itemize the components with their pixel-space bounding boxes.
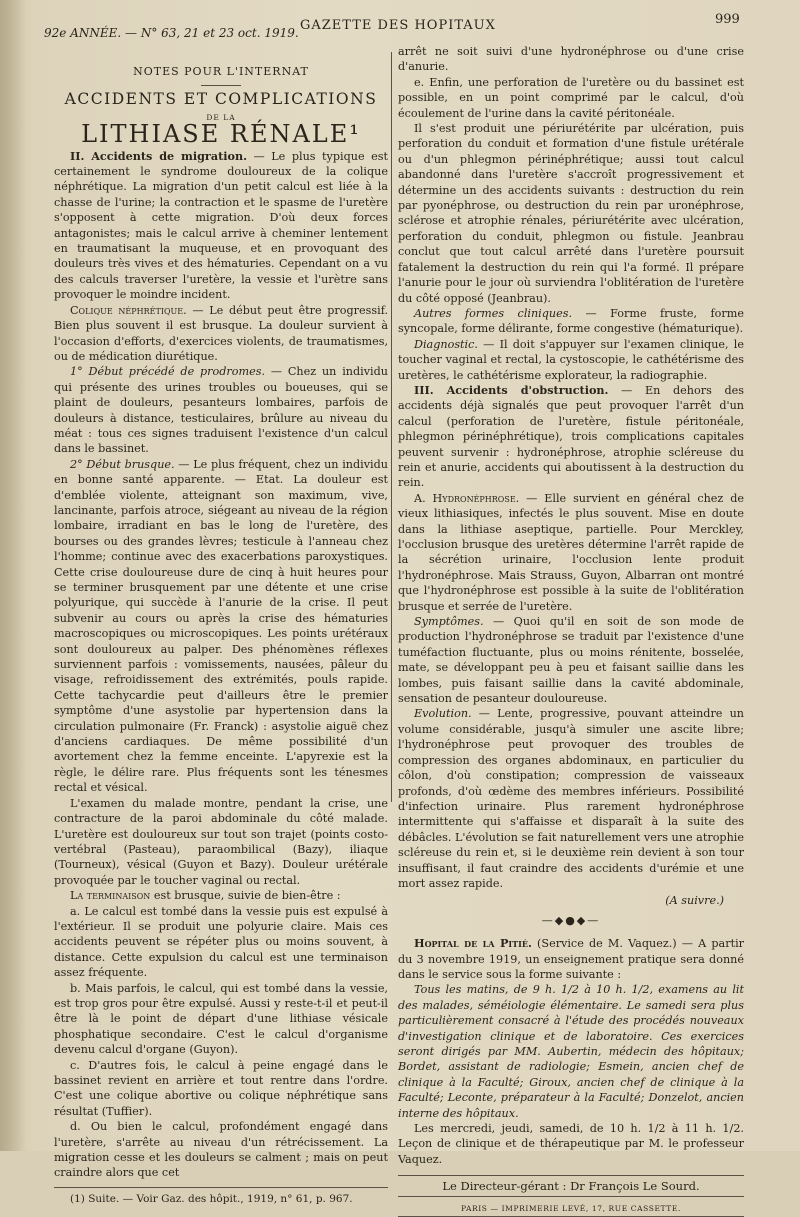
paragraph xyxy=(398,383,744,491)
footnote: (1) Suite. — Voir Gaz. des hôpit., 1919, n° 61, p. 967. xyxy=(70,1192,353,1205)
subheading: III. Accidents d'obstruction. xyxy=(414,382,609,397)
left-column xyxy=(54,60,388,1207)
paragraph-text: — Il doit s'appuyer sur l'examen clinique, le toucher vaginal et rectal, la cystoscopie, le cathétérisme des uretères, le cathétérisme explorateur, la radiographie. xyxy=(398,337,744,382)
a-suivre: (A suivre.) xyxy=(665,894,724,908)
paragraph xyxy=(54,149,388,303)
paragraph: Tous les matins, de 9 h. 1/2 à 10 h. 1/2, examens au lit des malades, séméiologie élémentaire. Le samedi sera plus particulièrement consacré à l'étude des procédés nouveaux d'investigation clinique et de laboratoire. Ces exercices seront dirigés par MM. Aubertin, médecin des hôpitaux; Bordet, assistant de radiologie; Esmein, ancien chef de clinique à la Faculté; Giroux, ancien chef de clinique à la Faculté; Leconte, préparateur à la Faculté; Donzelot, ancien interne des hôpitaux. xyxy=(398,983,744,1120)
subheading: Evolution. xyxy=(414,707,472,721)
paragraph-text: — Le plus typique est certainement le syndrome douloureux de la colique néphrétique. La migration d'un petit calcul est liée à la chasse de l'urine; la contraction et le spasme de l'uretère s'opposent à cette migration. D'où deux forces antagonistes; mais le calcul arrive à cheminer lentement en traumatisant la muqueuse, et en provoquant des douleurs très vives et des hématuries. Cependant on a vu des calculs traverser l'uretère, la vessie et l'urètre sans provoquer le moindre incident. xyxy=(54,149,388,302)
paragraph-text: — En dehors des accidents déjà signalés que peut provoquer l'arrêt d'un calcul (perforation de l'uretère, fistule péritonéale, phlegmon périnéphrétique), trois complications capitales peuvent survenir : hydronéphrose, atrophie scléreuse du rein et anurie, accidents qui aboutissent à la destruction du rein. xyxy=(398,383,744,490)
subheading: II. Accidents de migration. xyxy=(70,148,247,163)
article-title-line2: LITHIASE RÉNALE¹ xyxy=(81,120,361,149)
footnote-rule xyxy=(54,1187,388,1188)
paragraph xyxy=(54,303,388,365)
paragraph-text: — Elle survient en général chez de vieux lithiasiques, infectés le plus souvent. Mise en doute dans la lithiase aseptique, partielle. Pour Merckley, l'occlusion brusque des uretères détermine l'arrêt rapide de la sécrétion urinaire, l'occlusion lente produit l'hydronéphrose. Mais Strauss, Guyon, Albarran ont montré que l'hydronéphrose est possible à la suite de l'oblitération brusque et serrée de l'uretère. xyxy=(398,491,744,613)
paragraph: a. Le calcul est tombé dans la vessie puis est expulsé à l'extérieur. Il se produit une polyurie claire. Mais ces accidents peuvent se répéter plus ou moins souvent, à distance. Cette expulsion du calcul est une terminaison assez fréquente. xyxy=(54,904,388,980)
right-column xyxy=(398,44,744,1217)
ornament-divider: —◆●◆— xyxy=(541,913,601,927)
paragraph-text: (Service de M. Vaquez.) — A partir du 3 novembre 1919, un enseignement pratique sera donné dans le service sous la forme suivante : xyxy=(398,937,744,981)
printer-line: PARIS — IMPRIMERIE LEVÉ, 17, RUE CASSETTE. xyxy=(398,1199,744,1217)
paragraph-text: — Lente, progressive, pouvant atteindre un volume considérable, jusqu'à simuler une ascite libre; l'hydronéphrose peut provoquer des troubles de compression des organes abdominaux, en particulier du côlon, d'où constipation; compression de vaisseaux profonds, d'où œdème des membres inférieurs. Possibilité d'infection urinaire. Plus rarement hydronéphrose intermittente qui s'affaisse et disparaît à la suite des débâcles. L'évolution se fait naturellement vers une atrophie scléreuse du rein et, si le deuxième rein devient à son tour insuffisant, il faut craindre des accidents d'urémie et une mort assez rapide. xyxy=(398,707,744,890)
paragraph xyxy=(398,614,744,706)
paragraph: b. Mais parfois, le calcul, qui est tombé dans la vessie, est trop gros pour être expulsé. Aussi y reste-t-il et peut-il être là le point de départ d'une lithiase vésicale phosphatique secondaire. C'est le calcul d'organisme devenu calcul d'organe (Guyon). xyxy=(54,981,388,1057)
journal-title: GAZETTE DES HOPITAUX xyxy=(300,18,496,33)
subheading: Symptômes. xyxy=(414,615,484,629)
column-divider xyxy=(391,52,392,802)
paragraph xyxy=(54,888,388,903)
subheading: A. Hydronéphrose. xyxy=(414,491,520,505)
paragraph: Les mercredi, jeudi, samedi, de 10 h. 1/2 à 11 h. 1/2. Leçon de clinique et de thérapeutique par M. le professeur Vaquez. xyxy=(398,1122,744,1166)
paragraph-text: est brusque, suivie de bien-être : xyxy=(150,889,341,903)
page-number: 999 xyxy=(715,12,740,27)
paragraph: Il s'est produit une périurétérite par ulcération, puis perforation du conduit et formation d'une fistule urétérale ou d'un phlegmon périnéphrétique; aussi tout calcul abandonné dans l'uretère s'accroît progressivement et détermine un des accidents suivants : destruction du rein par pyonéphrose, ou destruction du rein par uronéphrose, sclérose et atrophie rénales, périurétérite avec ulcération, perforation du conduit, phlegmon ou fistule. Jeanbrau conclut que tout calcul arrêté dans l'uretère poursuit fatalement la destruction du rein qui l'a formé. Il prépare l'anurie pour le jour où surviendra l'oblitération de l'uretère du côté opposé (Jeanbrau). xyxy=(398,122,744,305)
paragraph: d. Ou bien le calcul, profondément engagé dans l'uretère, s'arrête au niveau d'un rétrécissement. La migration cesse et les douleurs se calment ; mais on peut craindre alors que cet xyxy=(54,1120,388,1180)
paragraph: e. Enfin, une perforation de l'uretère ou du bassinet est possible, en un point comprimé par le calcul, d'où écoulement de l'urine dans la cavité péritonéale. xyxy=(398,75,744,120)
subheading: 2° Début brusque. xyxy=(70,457,175,471)
page-header xyxy=(0,0,800,48)
paragraph-text: — Le début peut être progressif. Bien plus souvent il est brusque. La douleur survient à l'occasion d'efforts, d'exercices violents, de traumatismes, ou de médication diurétique. xyxy=(54,303,388,363)
paragraph xyxy=(54,364,388,456)
paragraph: c. D'autres fois, le calcul à peine engagé dans le bassinet revient en arrière et tout rentre dans l'ordre. C'est une colique abortive ou colique néphrétique sans résultat (Tuffier). xyxy=(54,1058,388,1118)
binding-shadow xyxy=(0,0,26,1151)
subheading: Diagnostic. xyxy=(414,337,478,351)
paragraph-text: — Quoi qu'il en soit de son mode de production l'hydronéphrose se traduit par l'existence d'une tuméfaction fluctuante, plus ou moins rénitente, bosselée, mate, se développant peu à peu et faisant saillie dans les lombes, puis faisant saillie dans la cavité abdominale, sensation de pesanteur douloureuse. xyxy=(398,615,744,706)
paragraph xyxy=(398,936,744,982)
paragraph xyxy=(54,457,388,796)
paragraph xyxy=(398,706,744,891)
subheading: Autres formes cliniques. xyxy=(414,306,573,320)
section-label: NOTES POUR L'INTERNAT xyxy=(133,65,309,78)
subheading: Colique néphrétique. xyxy=(70,303,187,317)
paragraph xyxy=(398,337,744,383)
paragraph-text: — Forme fruste, forme syncopale, forme délirante, forme congestive (hématurique). xyxy=(398,306,744,336)
article-title-de: DE LA xyxy=(206,112,236,122)
subheading: 1° Début précédé de prodromes. xyxy=(70,365,266,379)
paragraph: L'examen du malade montre, pendant la crise, une contracture de la paroi abdominale du côté malade. L'uretère est douloureux sur tout son trajet (points costo-vertébral (Pasteau), paraombilical (Bazy), iliaque (Tourneux), vésical (Guyon et Bazy). Douleur urétérale provoquée par le toucher vaginal ou rectal. xyxy=(54,796,388,887)
directeur-line: Le Directeur-gérant : Dr François Le Sourd. xyxy=(398,1175,744,1196)
subheading: La terminaison xyxy=(70,889,151,903)
issue-line: 92e ANNÉE. — N° 63, 21 et 23 oct. 1919. xyxy=(44,26,299,40)
paragraph-text: — Chez un individu qui présente des urines troubles ou boueuses, qui se plaint de douleurs, pesanteurs lombaires, parfois de douleurs à distance, testiculaires, brûlure au niveau du méat : tous ces signes traduisent l'existence d'un calcul dans le bassinet. xyxy=(54,365,388,456)
article-title-line1: ACCIDENTS ET COMPLICATIONS xyxy=(64,90,378,109)
paragraph: arrêt ne soit suivi d'une hydronéphrose ou d'une crise d'anurie. xyxy=(398,45,744,74)
paragraph xyxy=(398,306,744,337)
paragraph-text: — Le plus fréquent, chez un individu en bonne santé apparente. — Etat. La douleur est d'emblée violente, atteignant son maximum, vive, lancinante, parfois atroce, siégeant au niveau de la région lombaire, irradiant en bas le long de l'uretère, des bourses ou des grandes lèvres; testicule à l'anneau chez l'homme; continue avec des exacerbations paroxystiques. Cette crise douloureuse dure de cinq à huit heures pour se terminer brusquement par une détente et une crise polyurique, qui succède à l'anurie de la crise. Il peut subvenir au cours ou après la crise des hématuries macroscopiques ou microscopiques. Les points urétéraux sont douloureux au palper. Des phénomènes réflexes surviennent parfois : vomissements, nausées, pâleur du visage, refroidissement des extrémités, pouls rapide. Cette tachycardie peut d'ailleurs être le premier symptôme d'une asystolie par hypertension dans la circulation pulmonaire (Fr. Franck) : asystolie aiguë chez d'anciens cardiaques. De même possibilité d'un avortement chez la femme enceinte. L'apyrexie est la règle, le délire rare. Plus fréquents sont les ténesmes rectal et vésical. xyxy=(54,457,389,795)
title-rule xyxy=(201,85,241,86)
subheading: Hopital de la Pitié. xyxy=(414,936,532,951)
paragraph xyxy=(398,491,744,614)
